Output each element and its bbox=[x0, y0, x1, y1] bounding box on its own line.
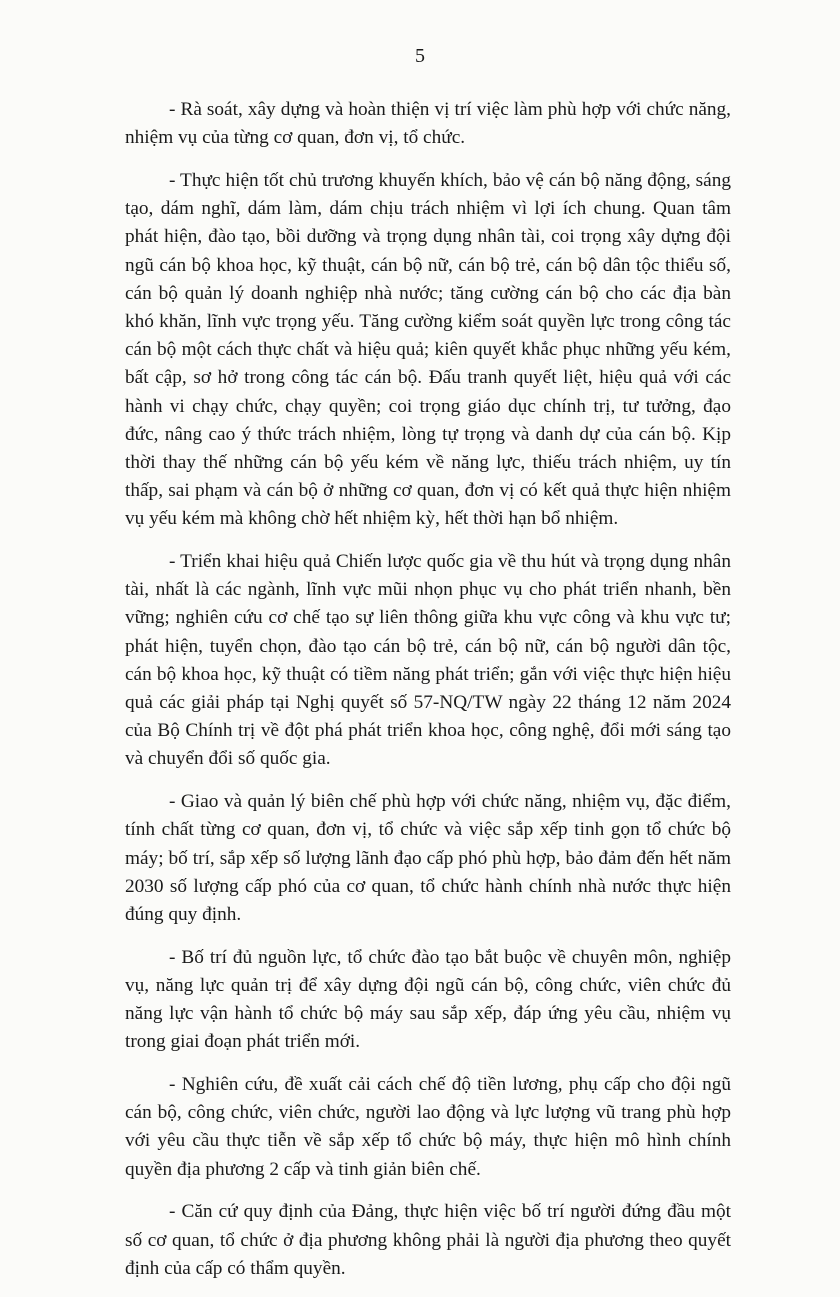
paragraph-staffing-quota: - Giao và quản lý biên chế phù hợp với chức năng, nhiệm vụ, đặc điểm, tính chất từng cơ quan, đơn vị, tổ chức và việc sắp xếp tinh gọn tổ chức bộ máy; bố trí, sắp xếp số lượng lãnh đạo cấp phó phù hợp, bảo đảm đến hết năm 2030 số lượng cấp phó của cơ quan, tổ chức hành chính nhà nước thực hiện đúng quy định. bbox=[125, 791, 731, 925]
paragraph-non-local-leaders: - Căn cứ quy định của Đảng, thực hiện việc bố trí người đứng đầu một số cơ quan, tổ chức ở địa phương không phải là người địa phương theo quyết định của cấp có thẩm quyền. bbox=[125, 1201, 731, 1279]
document-body bbox=[125, 96, 731, 1297]
paragraph-talent-strategy: - Triển khai hiệu quả Chiến lược quốc gia về thu hút và trọng dụng nhân tài, nhất là các ngành, lĩnh vực mũi nhọn phục vụ cho phát triển nhanh, bền vững; nghiên cứu cơ chế tạo sự liên thông giữa khu vực công và khu vực tư; phát hiện, tuyển chọn, đào tạo cán bộ trẻ, cán bộ nữ, cán bộ người dân tộc, cán bộ khoa học, kỹ thuật có tiềm năng phát triển; gắn với việc thực hiện hiệu quả các giải pháp tại Nghị quyết số 57-NQ/TW ngày 22 tháng 12 năm 2024 của Bộ Chính trị về đột phá phát triển khoa học, công nghệ, đổi mới sáng tạo và chuyển đổi số quốc gia. bbox=[125, 551, 731, 770]
paragraph-training-resources: - Bố trí đủ nguồn lực, tổ chức đào tạo bắt buộc về chuyên môn, nghiệp vụ, năng lực quản trị để xây dựng đội ngũ cán bộ, công chức, viên chức đủ năng lực vận hành tổ chức bộ máy sau sắp xếp, đáp ứng yêu cầu, nhiệm vụ trong giai đoạn phát triển mới. bbox=[125, 946, 731, 1053]
paragraph-job-positions: - Rà soát, xây dựng và hoàn thiện vị trí việc làm phù hợp với chức năng, nhiệm vụ của từng cơ quan, đơn vị, tổ chức. bbox=[125, 99, 731, 149]
paragraph-salary-reform: - Nghiên cứu, đề xuất cải cách chế độ tiền lương, phụ cấp cho đội ngũ cán bộ, công chức, viên chức, người lao động và lực lượng vũ trang phù hợp với yêu cầu thực tiễn về sắp xếp tổ chức bộ máy, thực hiện mô hình chính quyền địa phương 2 cấp và tinh giản biên chế. bbox=[125, 1074, 731, 1180]
paragraph-dynamic-cadres: - Thực hiện tốt chủ trương khuyến khích, bảo vệ cán bộ năng động, sáng tạo, dám nghĩ, dám làm, dám chịu trách nhiệm vì lợi ích chung. Quan tâm phát hiện, đào tạo, bồi dưỡng và trọng dụng nhân tài, coi trọng xây dựng đội ngũ cán bộ khoa học, kỹ thuật, cán bộ nữ, cán bộ trẻ, cán bộ dân tộc thiểu số, cán bộ quản lý doanh nghiệp nhà nước; tăng cường cán bộ cho các địa bàn khó khăn, lĩnh vực trọng yếu. Tăng cường kiểm soát quyền lực trong công tác cán bộ một cách thực chất và hiệu quả; kiên quyết khắc phục những yếu kém, bất cập, sơ hở trong công tác cán bộ. Đấu tranh quyết liệt, hiệu quả với các hành vi chạy chức, chạy quyền; coi trọng giáo dục chính trị, tư tưởng, đạo đức, nâng cao ý thức trách nhiệm, lòng tự trọng và danh dự của cán bộ. Kịp thời thay thế những cán bộ yếu kém về năng lực, thiếu trách nhiệm, uy tín thấp, sai phạm và cán bộ ở những cơ quan, đơn vị có kết quả thực hiện nhiệm vụ yếu kém mà không chờ hết nhiệm kỳ, hết thời hạn bổ nhiệm. bbox=[125, 169, 731, 530]
page-number: 5 bbox=[415, 45, 425, 67]
